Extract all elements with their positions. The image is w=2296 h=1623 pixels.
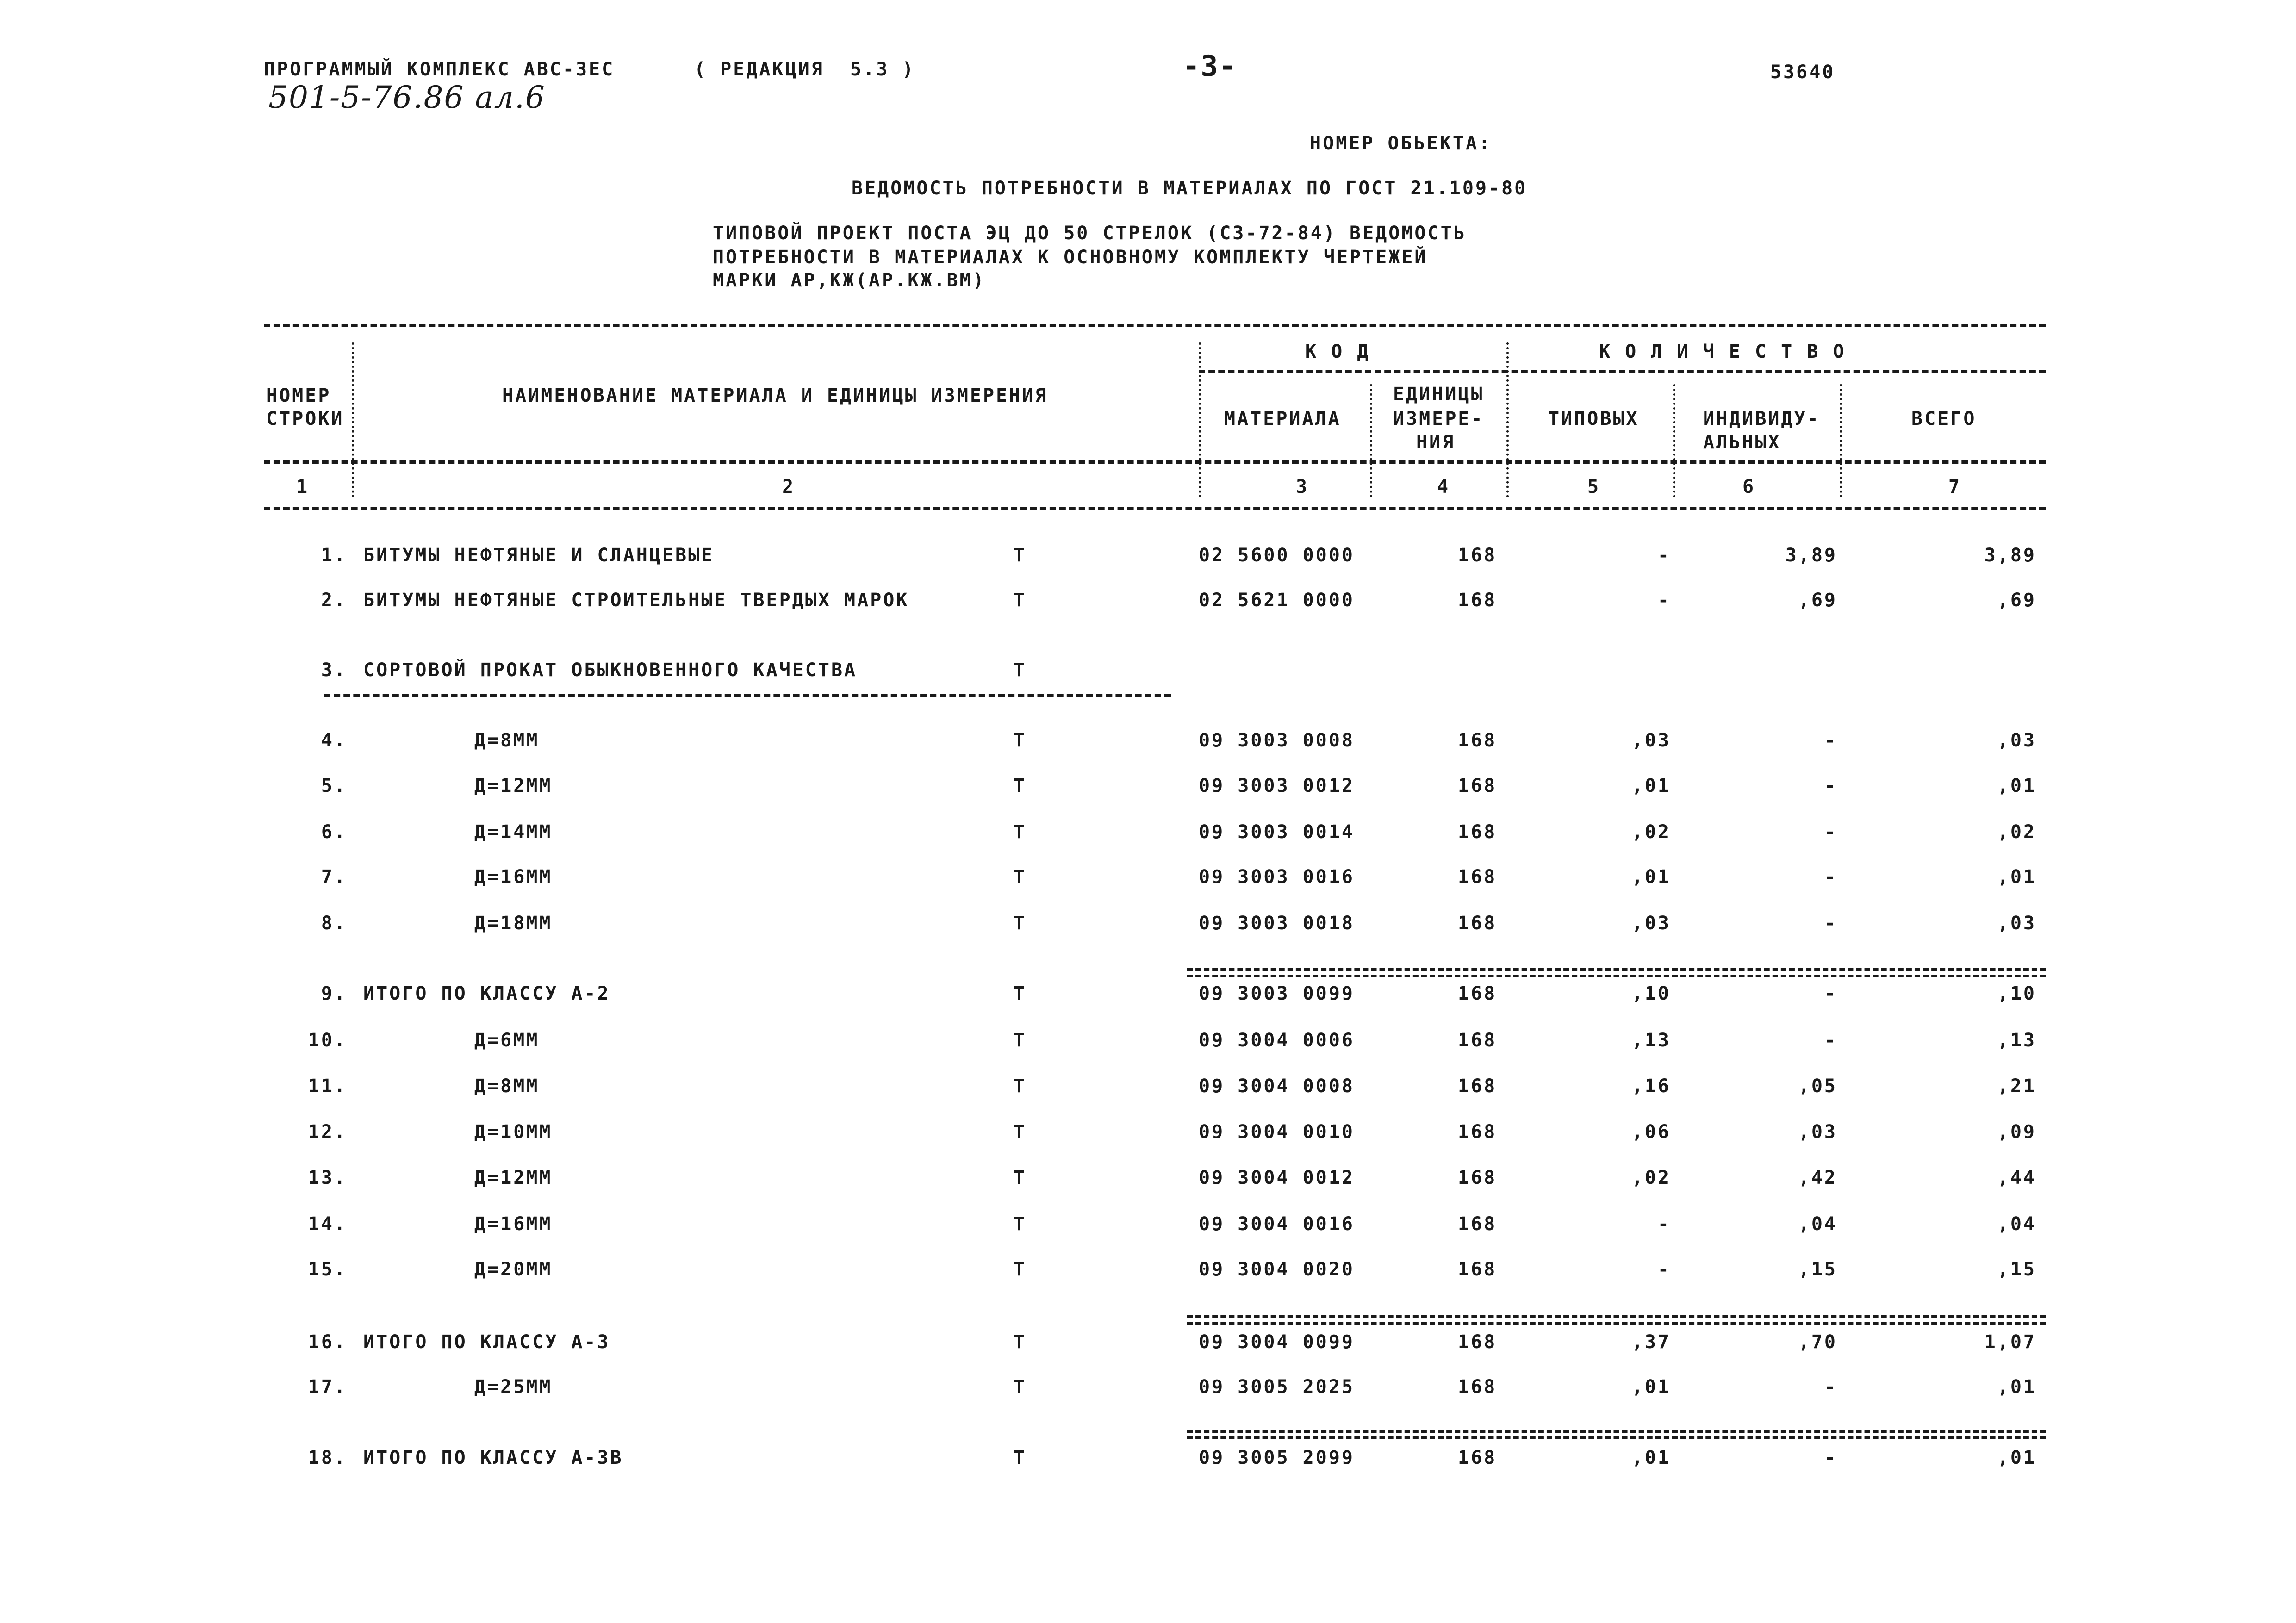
material-name: БИТУМЫ НЕФТЯНЫЕ СТРОИТЕЛЬНЫЕ ТВЕРДЫХ МАРОК bbox=[363, 590, 909, 611]
individual-qty: ,69 bbox=[1798, 590, 1837, 611]
unit-letter: Т bbox=[1014, 913, 1027, 934]
typical-qty: - bbox=[1657, 590, 1671, 611]
row-number: 9. bbox=[321, 983, 347, 1004]
material-name: Д=25ММ bbox=[474, 1376, 553, 1398]
row-number: 5. bbox=[321, 775, 347, 796]
individual-qty: - bbox=[1824, 730, 1837, 751]
column-number-3: 3 bbox=[1296, 476, 1309, 497]
row-number: 3. bbox=[321, 659, 347, 681]
project-title-line-2: ПОТРЕБНОСТИ В МАТЕРИАЛАХ К ОСНОВНОМУ КОМПЛЕКТУ ЧЕРТЕЖЕЙ bbox=[713, 247, 1428, 268]
individual-qty: - bbox=[1824, 983, 1837, 1004]
total-qty: ,03 bbox=[1997, 913, 2036, 934]
unit-letter: Т bbox=[1014, 1076, 1027, 1097]
unit-code: 168 bbox=[1458, 545, 1497, 566]
header-total: ВСЕГО bbox=[1911, 408, 1977, 429]
unit-code: 168 bbox=[1458, 913, 1497, 934]
material-code: 09 3004 0099 bbox=[1199, 1331, 1355, 1353]
individual-qty: - bbox=[1824, 866, 1837, 888]
material-code: 09 3003 0014 bbox=[1199, 821, 1355, 843]
header-row-number-2: СТРОКИ bbox=[266, 408, 344, 429]
individual-qty: ,05 bbox=[1798, 1076, 1837, 1097]
header-individual-2: АЛЬНЫХ bbox=[1703, 432, 1781, 453]
individual-qty: - bbox=[1824, 821, 1837, 843]
individual-qty: ,04 bbox=[1798, 1213, 1837, 1235]
material-code: 09 3005 2025 bbox=[1199, 1376, 1355, 1398]
header-material-name: НАИМЕНОВАНИЕ МАТЕРИАЛА И ЕДИНИЦЫ ИЗМЕРЕНИЯ bbox=[502, 385, 1048, 406]
material-code: 09 3004 0010 bbox=[1199, 1121, 1355, 1143]
individual-qty: ,15 bbox=[1798, 1259, 1837, 1280]
header-code-group: К О Д bbox=[1305, 341, 1370, 362]
material-code: 09 3003 0012 bbox=[1199, 775, 1355, 796]
unit-code: 168 bbox=[1458, 1213, 1497, 1235]
unit-letter: Т bbox=[1014, 1376, 1027, 1398]
row-number: 1. bbox=[321, 545, 347, 566]
unit-code: 168 bbox=[1458, 1076, 1497, 1097]
individual-qty: 3,89 bbox=[1785, 545, 1837, 566]
material-name: ИТОГО ПО КЛАССУ А-3В bbox=[363, 1447, 623, 1468]
column-number-2: 2 bbox=[782, 476, 796, 497]
row-number: 18. bbox=[308, 1447, 347, 1468]
typical-qty: - bbox=[1657, 545, 1671, 566]
row-number: 2. bbox=[321, 590, 347, 611]
unit-letter: Т bbox=[1014, 866, 1027, 888]
total-qty: 1,07 bbox=[1984, 1331, 2036, 1353]
row-number: 4. bbox=[321, 730, 347, 751]
project-title-line-3: МАРКИ АР,КЖ(АР.КЖ.ВМ) bbox=[713, 270, 986, 291]
typical-qty: ,13 bbox=[1631, 1030, 1671, 1051]
statement-title: ВЕДОМОСТЬ ПОТРЕБНОСТИ В МАТЕРИАЛАХ ПО ГОСТ 21.109-80 bbox=[852, 178, 1528, 199]
program-name: ПРОГРАММЫЙ КОМПЛЕКС АВС-3ЕС bbox=[264, 59, 615, 80]
unit-letter: Т bbox=[1014, 590, 1027, 611]
document-code: 53640 bbox=[1770, 62, 1836, 83]
material-code: 09 3003 0018 bbox=[1199, 913, 1355, 934]
row-number: 10. bbox=[308, 1030, 347, 1051]
header-top-rule bbox=[264, 324, 2046, 327]
row-number: 14. bbox=[308, 1213, 347, 1235]
material-code: 09 3005 2099 bbox=[1199, 1447, 1355, 1468]
typical-qty: ,02 bbox=[1631, 1167, 1671, 1188]
material-name: Д=20ММ bbox=[474, 1259, 553, 1280]
header-typical: ТИПОВЫХ bbox=[1548, 408, 1639, 429]
unit-code: 168 bbox=[1458, 775, 1497, 796]
row-number: 16. bbox=[308, 1331, 347, 1353]
typical-qty: - bbox=[1657, 1213, 1671, 1235]
individual-qty: - bbox=[1824, 1447, 1837, 1468]
total-qty: ,01 bbox=[1997, 866, 2036, 888]
subtotal-rule-a2 bbox=[1187, 968, 2046, 977]
header-unit-1: ЕДИНИЦЫ bbox=[1393, 384, 1484, 405]
row-number: 12. bbox=[308, 1121, 347, 1143]
material-name: Д=12ММ bbox=[474, 1167, 553, 1188]
total-qty: 3,89 bbox=[1984, 545, 2036, 566]
typical-qty: - bbox=[1657, 1259, 1671, 1280]
header-divider-unit bbox=[1506, 342, 1509, 497]
typical-qty: ,03 bbox=[1631, 913, 1671, 934]
header-bottom-rule bbox=[264, 460, 2046, 464]
unit-letter: Т bbox=[1014, 659, 1027, 681]
material-name: Д=18ММ bbox=[474, 913, 553, 934]
material-code: 09 3004 0020 bbox=[1199, 1259, 1355, 1280]
individual-qty: - bbox=[1824, 775, 1837, 796]
typical-qty: ,06 bbox=[1631, 1121, 1671, 1143]
column-number-4: 4 bbox=[1437, 476, 1450, 497]
column-number-7: 7 bbox=[1948, 476, 1962, 497]
material-code: 09 3003 0099 bbox=[1199, 983, 1355, 1004]
material-name: Д=8ММ bbox=[474, 730, 540, 751]
unit-code: 168 bbox=[1458, 1259, 1497, 1280]
typical-qty: ,01 bbox=[1631, 775, 1671, 796]
header-individual-1: ИНДИВИДУ- bbox=[1703, 408, 1820, 429]
typical-qty: ,37 bbox=[1631, 1331, 1671, 1353]
header-material-code: МАТЕРИАЛА bbox=[1224, 408, 1341, 429]
unit-letter: Т bbox=[1014, 1030, 1027, 1051]
object-number-label: НОМЕР ОБЬЕКТА: bbox=[1310, 133, 1492, 154]
typical-qty: ,16 bbox=[1631, 1076, 1671, 1097]
material-name: Д=6ММ bbox=[474, 1030, 540, 1051]
unit-code: 168 bbox=[1458, 1121, 1497, 1143]
material-name: Д=12ММ bbox=[474, 775, 553, 796]
unit-letter: Т bbox=[1014, 775, 1027, 796]
edition-label: ( РЕДАКЦИЯ 5.3 ) bbox=[694, 59, 915, 80]
unit-code: 168 bbox=[1458, 821, 1497, 843]
total-qty: ,69 bbox=[1997, 590, 2036, 611]
individual-qty: - bbox=[1824, 913, 1837, 934]
material-name: БИТУМЫ НЕФТЯНЫЕ И СЛАНЦЕВЫЕ bbox=[363, 545, 715, 566]
total-qty: ,15 bbox=[1997, 1259, 2036, 1280]
row-number: 17. bbox=[308, 1376, 347, 1398]
unit-letter: Т bbox=[1014, 821, 1027, 843]
typical-qty: ,10 bbox=[1631, 983, 1671, 1004]
header-divider-typical bbox=[1673, 384, 1675, 497]
typical-qty: ,03 bbox=[1631, 730, 1671, 751]
unit-code: 168 bbox=[1458, 866, 1497, 888]
subtotal-rule-a3v bbox=[1187, 1430, 2046, 1439]
total-qty: ,09 bbox=[1997, 1121, 2036, 1143]
unit-letter: Т bbox=[1014, 1259, 1027, 1280]
handwritten-sheet-mark: 501-5-76.86 ал.6 bbox=[268, 80, 546, 115]
row-number: 7. bbox=[321, 866, 347, 888]
total-qty: ,03 bbox=[1997, 730, 2036, 751]
row-number: 15. bbox=[308, 1259, 347, 1280]
row-number: 11. bbox=[308, 1076, 347, 1097]
unit-code: 168 bbox=[1458, 1030, 1497, 1051]
individual-qty: ,42 bbox=[1798, 1167, 1837, 1188]
total-qty: ,01 bbox=[1997, 1376, 2036, 1398]
project-title-line-1: ТИПОВОЙ ПРОЕКТ ПОСТА ЭЦ ДО 50 СТРЕЛОК (СЗ-72-84) ВЕДОМОСТЬ bbox=[713, 223, 1467, 244]
material-name: Д=10ММ bbox=[474, 1121, 553, 1143]
typical-qty: ,02 bbox=[1631, 821, 1671, 843]
unit-code: 168 bbox=[1458, 1376, 1497, 1398]
total-qty: ,01 bbox=[1997, 1447, 2036, 1468]
total-qty: ,21 bbox=[1997, 1076, 2036, 1097]
material-name: ИТОГО ПО КЛАССУ А-2 bbox=[363, 983, 610, 1004]
header-row-number-1: НОМЕР bbox=[266, 385, 331, 406]
unit-code: 168 bbox=[1458, 983, 1497, 1004]
typical-qty: ,01 bbox=[1631, 1447, 1671, 1468]
total-qty: ,10 bbox=[1997, 983, 2036, 1004]
header-unit-3: НИЯ bbox=[1416, 432, 1456, 453]
typical-qty: ,01 bbox=[1631, 1376, 1671, 1398]
header-divider-name bbox=[1199, 342, 1201, 497]
section-underline bbox=[324, 694, 1171, 697]
page-number: -3- bbox=[1182, 49, 1237, 83]
individual-qty: ,70 bbox=[1798, 1331, 1837, 1353]
material-code: 09 3004 0006 bbox=[1199, 1030, 1355, 1051]
material-name: Д=8ММ bbox=[474, 1076, 540, 1097]
total-qty: ,02 bbox=[1997, 821, 2036, 843]
row-number: 8. bbox=[321, 913, 347, 934]
code-group-rule bbox=[1199, 370, 2046, 373]
individual-qty: ,03 bbox=[1798, 1121, 1837, 1143]
material-name: СОРТОВОЙ ПРОКАТ ОБЫКНОВЕННОГО КАЧЕСТВА bbox=[363, 659, 858, 681]
material-code: 09 3004 0008 bbox=[1199, 1076, 1355, 1097]
column-number-1: 1 bbox=[296, 476, 310, 497]
material-code: 02 5600 0000 bbox=[1199, 545, 1355, 566]
header-quantity-group: К О Л И Ч Е С Т В О bbox=[1599, 341, 1846, 362]
unit-letter: Т bbox=[1014, 1213, 1027, 1235]
material-code: 09 3003 0016 bbox=[1199, 866, 1355, 888]
material-code: 02 5621 0000 bbox=[1199, 590, 1355, 611]
material-name: Д=14ММ bbox=[474, 821, 553, 843]
header-divider-no bbox=[352, 342, 354, 497]
total-qty: ,44 bbox=[1997, 1167, 2036, 1188]
typical-qty: ,01 bbox=[1631, 866, 1671, 888]
unit-code: 168 bbox=[1458, 730, 1497, 751]
unit-code: 168 bbox=[1458, 1167, 1497, 1188]
unit-code: 168 bbox=[1458, 590, 1497, 611]
unit-letter: Т bbox=[1014, 1447, 1027, 1468]
unit-code: 168 bbox=[1458, 1447, 1497, 1468]
total-qty: ,13 bbox=[1997, 1030, 2036, 1051]
column-number-6: 6 bbox=[1742, 476, 1756, 497]
header-divider-indiv bbox=[1840, 384, 1842, 497]
individual-qty: - bbox=[1824, 1376, 1837, 1398]
column-numbers-rule bbox=[264, 507, 2046, 510]
material-code: 09 3004 0012 bbox=[1199, 1167, 1355, 1188]
unit-letter: Т bbox=[1014, 1331, 1027, 1353]
unit-letter: Т bbox=[1014, 545, 1027, 566]
column-number-5: 5 bbox=[1587, 476, 1601, 497]
material-name: Д=16ММ bbox=[474, 1213, 553, 1235]
material-name: Д=16ММ bbox=[474, 866, 553, 888]
total-qty: ,04 bbox=[1997, 1213, 2036, 1235]
total-qty: ,01 bbox=[1997, 775, 2036, 796]
row-number: 13. bbox=[308, 1167, 347, 1188]
unit-letter: Т bbox=[1014, 730, 1027, 751]
header-divider-material bbox=[1370, 384, 1372, 497]
unit-letter: Т bbox=[1014, 1121, 1027, 1143]
unit-letter: Т bbox=[1014, 1167, 1027, 1188]
unit-letter: Т bbox=[1014, 983, 1027, 1004]
material-code: 09 3003 0008 bbox=[1199, 730, 1355, 751]
individual-qty: - bbox=[1824, 1030, 1837, 1051]
row-number: 6. bbox=[321, 821, 347, 843]
subtotal-rule-a3 bbox=[1187, 1315, 2046, 1325]
unit-code: 168 bbox=[1458, 1331, 1497, 1353]
material-code: 09 3004 0016 bbox=[1199, 1213, 1355, 1235]
material-name: ИТОГО ПО КЛАССУ А-3 bbox=[363, 1331, 610, 1353]
header-unit-2: ИЗМЕРЕ- bbox=[1393, 408, 1484, 429]
